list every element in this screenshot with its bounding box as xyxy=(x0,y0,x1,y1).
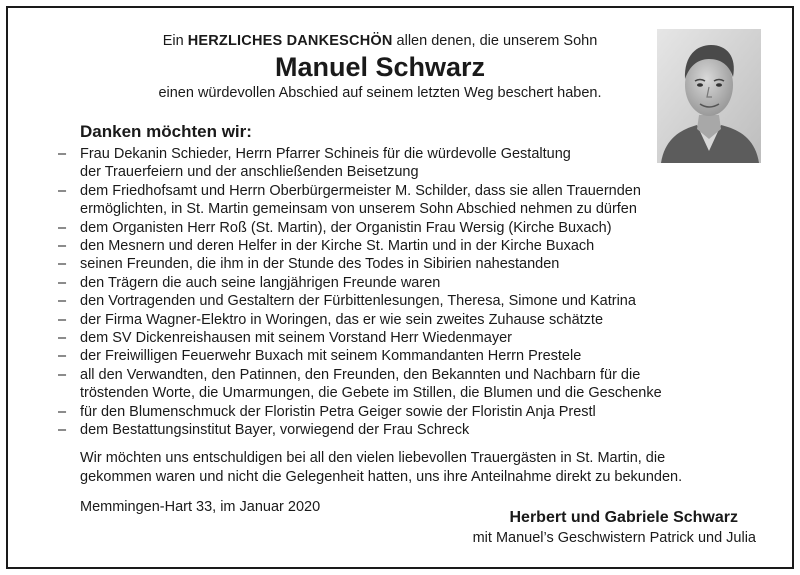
list-item xyxy=(58,421,758,439)
list-item-line: dem SV Dickenreishausen mit seinem Vorstand Herr Wiedenmayer xyxy=(80,330,512,347)
list-item xyxy=(58,347,758,365)
list-dash: – xyxy=(58,256,67,273)
list-item-line: dem Bestattungsinstitut Bayer, vorwiegend der Frau Schreck xyxy=(80,422,470,439)
portrait-photo xyxy=(657,29,761,163)
list-dash: – xyxy=(58,330,67,347)
list-item-line: den Trägern die auch seine langjährigen Freunde waren xyxy=(80,274,441,291)
intro-before: Ein xyxy=(162,33,188,49)
intro-emphasis: HERZLICHES DANKESCHÖN xyxy=(187,33,393,49)
list-item xyxy=(58,292,758,310)
list-item-line: dem Friedhofsamt und Herrn Oberbürgermeister M. Schilder, dass sie allen Trauernden xyxy=(80,182,641,199)
list-item xyxy=(58,255,758,273)
closing-line-1: Wir möchten uns entschuldigen bei all den vielen liebevollen Trauergästen in St. Martin, die xyxy=(80,450,666,466)
portrait-photo-icon xyxy=(657,29,761,163)
list-item xyxy=(58,403,758,421)
list-item xyxy=(58,145,758,182)
list-dash: – xyxy=(58,422,67,439)
list-item xyxy=(58,329,758,347)
list-dash: – xyxy=(58,366,67,383)
list-dash: – xyxy=(58,146,67,162)
list-item-line: für den Blumenschmuck der Floristin Petra Geiger sowie der Floristin Anja Prestl xyxy=(80,403,596,420)
list-item-line: der Firma Wagner-Elektro in Woringen, das er wie sein zweites Zuhause schätzte xyxy=(80,311,604,328)
list-item-line: den Vortragenden und Gestaltern der Fürbittenlesungen, Theresa, Simone und Katrina xyxy=(80,293,636,310)
list-item-line: seinen Freunden, die ihm in der Stunde des Todes in Sibirien nahestanden xyxy=(80,256,560,273)
list-item-line: Frau Dekanin Schieder, Herrn Pfarrer Schineis für die würdevolle Gestaltung xyxy=(80,146,571,162)
list-item-line: ermöglichten, in St. Martin gemeinsam von unserem Sohn Abschied nehmen zu dürfen xyxy=(80,201,637,218)
signature-names: Herbert und Gabriele Schwarz xyxy=(509,509,738,526)
list-dash: – xyxy=(58,182,67,199)
deceased-name: Manuel Schwarz xyxy=(274,52,486,82)
closing-line-2: gekommen waren und nicht die Gelegenheit hatten, uns ihre Anteilnahme direkt zu bekunden. xyxy=(80,469,683,485)
intro-line-1 xyxy=(8,32,752,50)
list-item xyxy=(58,237,758,255)
list-item-line: der Freiwilligen Feuerwehr Buxach mit seinem Kommandanten Herrn Prestele xyxy=(80,348,582,365)
list-dash: – xyxy=(58,311,67,328)
list-item xyxy=(58,366,758,403)
intro-after: allen denen, die unserem Sohn xyxy=(392,33,598,49)
list-dash: – xyxy=(58,274,67,291)
list-item xyxy=(58,311,758,329)
list-item-line: all den Verwandten, den Patinnen, den Freunden, den Bekannten und Nachbarn für die xyxy=(80,366,641,383)
list-item-line: tröstenden Worte, die Umarmungen, die Gebete im Stillen, die Blumen und die Geschenke xyxy=(80,385,662,402)
notice-frame xyxy=(6,6,794,569)
list-dash: – xyxy=(58,293,67,310)
list-dash: – xyxy=(58,403,67,420)
list-item xyxy=(58,182,758,219)
list-item-line: der Trauerfeiern und der anschließenden Beisetzung xyxy=(80,164,419,181)
place-date: Memmingen-Hart 33, im Januar 2020 xyxy=(80,499,321,515)
list-item xyxy=(58,274,758,292)
list-dash: – xyxy=(58,238,67,255)
list-item-line: den Mesnern und deren Helfer in der Kirche St. Martin und in der Kirche Buxach xyxy=(80,238,595,255)
list-item xyxy=(58,219,758,237)
list-dash: – xyxy=(58,348,67,365)
signature-siblings: mit Manuel’s Geschwistern Patrick und Julia xyxy=(472,530,756,546)
intro-line-2: einen würdevollen Abschied auf seinem letzten Weg beschert haben. xyxy=(158,85,602,101)
thanks-heading: Danken möchten wir: xyxy=(80,122,252,141)
list-item-line: dem Organisten Herr Roß (St. Martin), der Organistin Frau Wersig (Kirche Buxach) xyxy=(80,219,612,236)
closing-paragraph xyxy=(80,449,760,487)
list-dash: – xyxy=(58,219,67,236)
thanks-list xyxy=(58,145,758,440)
